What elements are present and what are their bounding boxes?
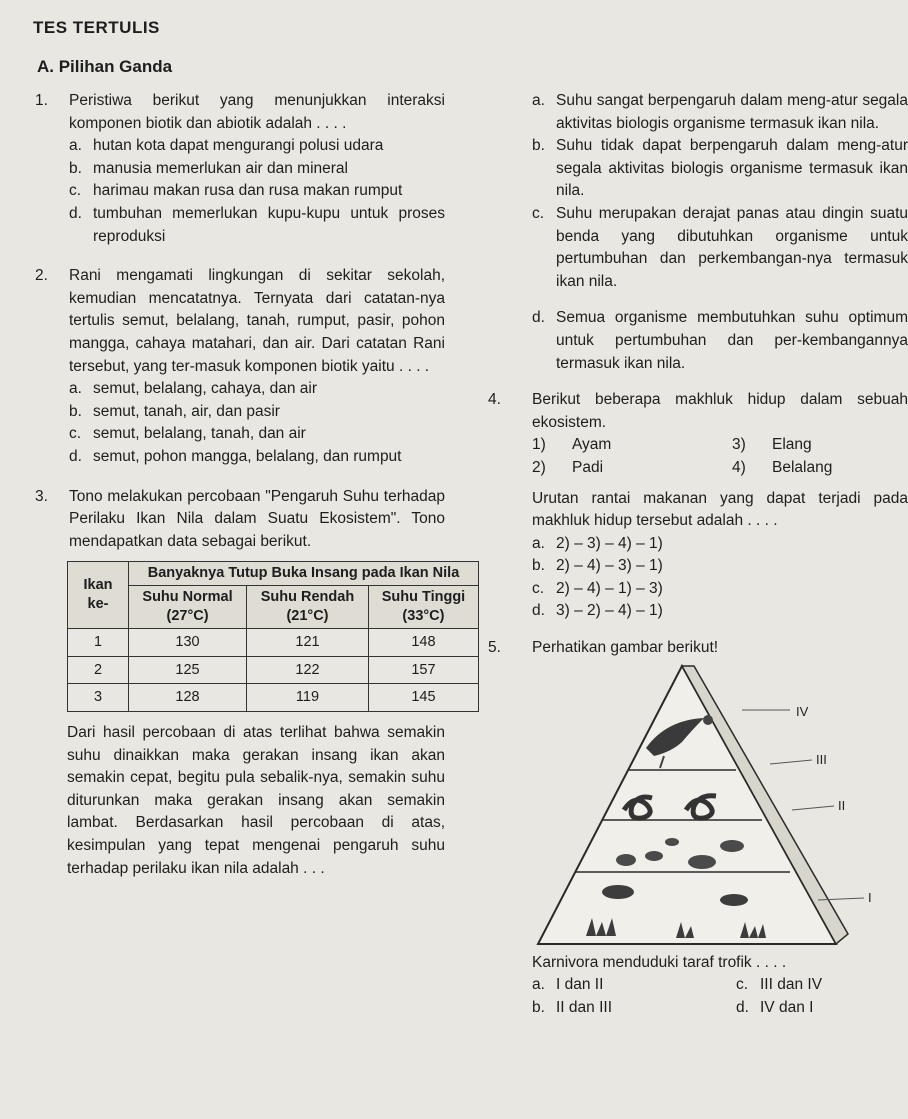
option-c[interactable] [69,423,445,446]
option-c[interactable] [532,578,908,601]
organism-list [532,434,908,479]
header-temp: (33°C) [402,608,445,625]
header-label: Suhu Tinggi [381,589,466,606]
option-a[interactable] [69,378,445,401]
section-heading: A. Pilihan Ganda [37,57,173,76]
option-letter[interactable]: a. [532,976,545,994]
question-3 [35,486,466,881]
list-item-number: 4) [732,458,746,476]
option-text: 2) – 3) – 4) – 1) [556,534,663,552]
option-letter: a. [69,380,82,398]
option-d[interactable] [69,446,445,469]
option-letter: b. [69,159,82,177]
option-text: semut, belalang, tanah, dan air [93,425,306,443]
option-text[interactable]: II dan III [556,998,613,1016]
list-item: Ayam [572,436,612,454]
question-text: Tono melakukan percobaan "Pengaruh Suhu terhadap Perilaku Ikan Nila dalam Suatu Ekosistem". Tono mendapatkan data sebagai berikut. [69,487,445,550]
table-cell: 122 [247,656,369,684]
option-text: Suhu sangat berpengaruh dalam meng-atur segala aktivitas biologis organisme termasuk ikan nila. [556,92,908,132]
option-letter: a. [532,92,545,109]
option-a[interactable] [532,533,908,556]
table-cell: 125 [129,656,247,684]
table-row [68,629,479,657]
data-table [67,561,479,712]
list-item: Belalang [772,458,833,476]
table-header-tinggi [368,586,478,629]
question-number: 4. [488,391,501,409]
header-temp: (21°C) [286,608,329,625]
label-leader [770,760,812,764]
option-letter: d. [532,309,545,327]
option-text: manusia memerlukan air dan mineral [93,159,349,177]
question-5 [488,637,908,1019]
question-2 [35,265,445,468]
question-1 [35,90,445,248]
question-number: 5. [488,639,501,657]
option-letter: d. [69,447,82,465]
option-a[interactable] [532,90,908,135]
label-leader [792,806,834,810]
option-letter[interactable]: c. [736,976,749,994]
option-b[interactable] [532,555,908,578]
list-item-number: 3) [732,436,746,454]
question-text: Rani mengamati lingkungan di sekitar sekolah, kemudian mencatatnya. Ternyata dari catatan-nya tertulis semut, belalang, tanah, rumput, pasir, pohon mangga, cahaya matahari, dan air. Dari catatan Rani tersebut, yang ter-masuk komponen biotik yaitu . . . . [69,267,445,375]
option-letter[interactable]: d. [736,998,749,1016]
option-b[interactable] [69,158,445,181]
table-cell: 148 [368,629,478,657]
option-text[interactable]: III dan IV [760,976,823,994]
header-temp: (27°C) [166,608,209,625]
question-text: Perhatikan gambar berikut! [532,639,719,657]
option-d[interactable] [69,203,445,248]
option-a[interactable] [69,135,445,158]
tier-label-ii: II [838,797,846,813]
option-letter[interactable]: b. [532,998,545,1016]
question-number: 2. [35,267,48,285]
question-text-continued: Dari hasil percobaan di atas terlihat bahwa semakin suhu dinaikkan maka gerakan insang ikan akan semakin cepat, begitu pula sebalik-nya, semakin suhu diturunkan maka gerakan insang akan semakin lambat. Berdasarkan hasil percobaan di atas, kesimpulan yang tepat mengenai pengaruh suhu terhadap perilaku ikan nila adalah . . . [67,724,445,877]
table-cell: 119 [247,684,369,712]
question-number: 1. [35,92,48,109]
table-cell: 128 [129,684,247,712]
option-text[interactable]: IV dan I [760,998,814,1016]
option-c[interactable] [532,203,908,293]
table-cell: 2 [68,656,129,684]
option-c[interactable] [69,180,445,203]
option-letter: d. [69,204,82,222]
question-4 [488,389,908,623]
tier-label-iii: III [816,751,827,767]
list-item-number: 1) [532,436,546,454]
option-b[interactable] [532,135,908,203]
table-header-rendah [247,586,369,629]
table-cell: 3 [68,684,129,712]
table-row [68,656,479,684]
option-d[interactable] [532,307,908,375]
option-letter: b. [69,402,82,420]
option-letter: b. [532,137,545,155]
question-text: Urutan rantai makanan yang dapat terjadi pada makhluk hidup tersebut adalah . . . . [532,489,908,530]
table-header-normal [129,586,247,629]
question-text: Karnivora menduduki taraf trofik . . . . [532,953,787,971]
question-text: Berikut beberapa makhluk hidup dalam sebuah ekosistem. [532,391,908,431]
option-letter: b. [532,557,545,575]
tier-label-i: I [868,889,872,905]
header-label: Suhu Rendah [260,589,355,606]
option-text: Suhu tidak dapat berpengaruh dalam meng-atur segala aktivitas biologis organisme termasuk ikan nila. [556,137,908,200]
question-number: 3. [35,487,48,505]
option-letter: c. [69,182,82,200]
left-column [35,90,466,880]
table-cell: 145 [368,684,478,712]
option-text: hutan kota dapat mengurangi polusi udara [93,137,384,155]
option-letter: d. [532,602,545,620]
option-text: Semua organisme membutuhkan suhu optimum untuk pertumbuhan dan per-kembangannya termasuk ikan nila. [556,309,908,372]
table-cell: 121 [247,629,369,657]
option-text: semut, pohon mangga, belalang, dan rumput [93,447,402,465]
option-text: 2) – 4) – 3) – 1) [556,557,663,575]
list-item: Padi [572,458,604,476]
option-text: semut, tanah, air, dan pasir [93,402,280,420]
page-title: TES TERTULIS [33,18,160,37]
option-letter: c. [69,425,82,443]
option-text: semut, belalang, cahaya, dan air [93,380,318,398]
table-cell: 1 [68,629,129,657]
table-cell: 157 [368,656,478,684]
trophic-pyramid-figure [496,660,906,950]
option-text[interactable]: I dan II [556,976,604,994]
list-item: Elang [772,436,812,454]
header-label: Suhu Normal [142,589,233,606]
option-text: 2) – 4) – 1) – 3) [556,579,663,597]
tier-label-iv: IV [796,703,809,719]
right-column [488,90,908,1019]
question-3-options [488,90,908,375]
option-text: 3) – 2) – 4) – 1) [556,602,663,620]
list-item-number: 2) [532,458,546,476]
table-row [68,684,479,712]
question-text: Peristiwa berikut yang menunjukkan interaksi komponen biotik dan abiotik adalah . . . . [69,92,445,132]
option-b[interactable] [69,401,445,424]
option-letter: c. [532,579,545,597]
answer-grid [532,974,908,1019]
option-text: tumbuhan memerlukan kupu-kupu untuk proses reproduksi [93,204,445,245]
option-letter: c. [532,204,545,222]
option-text: Suhu merupakan derajat panas atau dingin suatu benda yang dibutuhkan organisme untuk pertumbuhan dan perkembangan-nya termasuk ikan nila. [556,204,908,290]
table-cell: 130 [129,629,247,657]
option-letter: a. [69,137,82,155]
option-text: harimau makan rusa dan rusa makan rumput [93,182,403,200]
table-header-ikan: Ikan ke- [68,562,129,629]
option-letter: a. [532,534,545,552]
option-d[interactable] [532,600,908,623]
table-group-header: Banyaknya Tutup Buka Insang pada Ikan Nila [129,562,479,586]
